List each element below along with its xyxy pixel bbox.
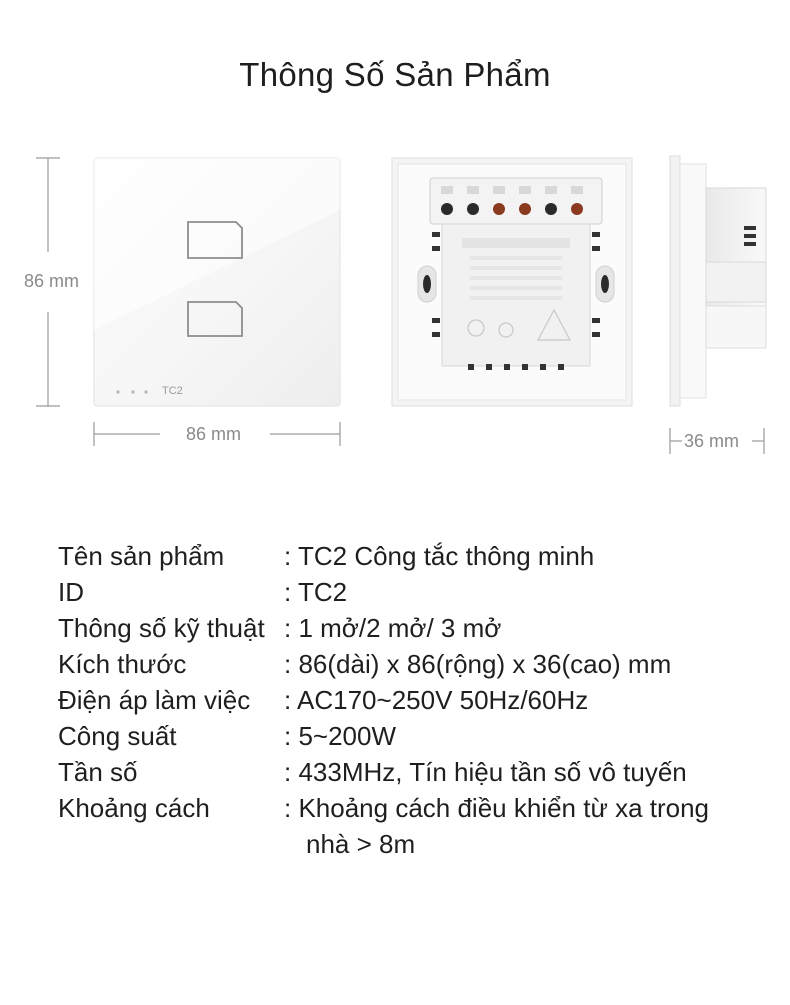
spec-row [58,610,778,646]
front-panel-model-mark: TC2 [162,385,183,397]
spec-label: Tần số [58,757,138,787]
spec-value: : 433MHz, Tín hiệu tần số vô tuyến [284,757,687,787]
spec-value: : 86(dài) x 86(rộng) x 36(cao) mm [284,649,672,679]
spec-value: : AC170~250V 50Hz/60Hz [284,685,589,715]
spec-label: ID [58,577,84,607]
front-panel [94,158,340,406]
spec-label: Công suất [58,721,177,751]
spec-value-continuation: nhà > 8m [306,829,416,859]
back-view [392,158,632,406]
width-dimension-label: 86 mm [186,424,242,444]
spec-row [58,754,778,790]
spec-row [58,718,778,754]
spec-label: Kích thước [58,649,187,679]
spec-value: : TC2 Công tắc thông minh [284,541,595,571]
spec-value: : Khoảng cách điều khiển từ xa trong [284,793,710,823]
spec-row [58,646,778,682]
spec-label: Điện áp làm việc [58,685,251,715]
spec-value: : 5~200W [284,721,397,751]
spec-row [58,790,778,826]
page-title: Thông Số Sản Phẩm [239,56,551,93]
spec-label: Tên sản phẩm [58,541,225,571]
product-illustration [0,0,790,470]
height-dimension-label: 86 mm [24,271,80,291]
depth-dimension-label: 36 mm [684,431,740,451]
spec-label: Thông số kỹ thuật [58,613,265,643]
spec-list [58,538,778,862]
spec-value: : 1 mở/2 mở/ 3 mở [284,613,502,643]
spec-row [58,574,778,610]
side-view [670,156,766,406]
spec-value: : TC2 [284,577,348,607]
spec-label: Khoảng cách [58,793,210,823]
spec-row [58,538,778,574]
spec-row [58,682,778,718]
